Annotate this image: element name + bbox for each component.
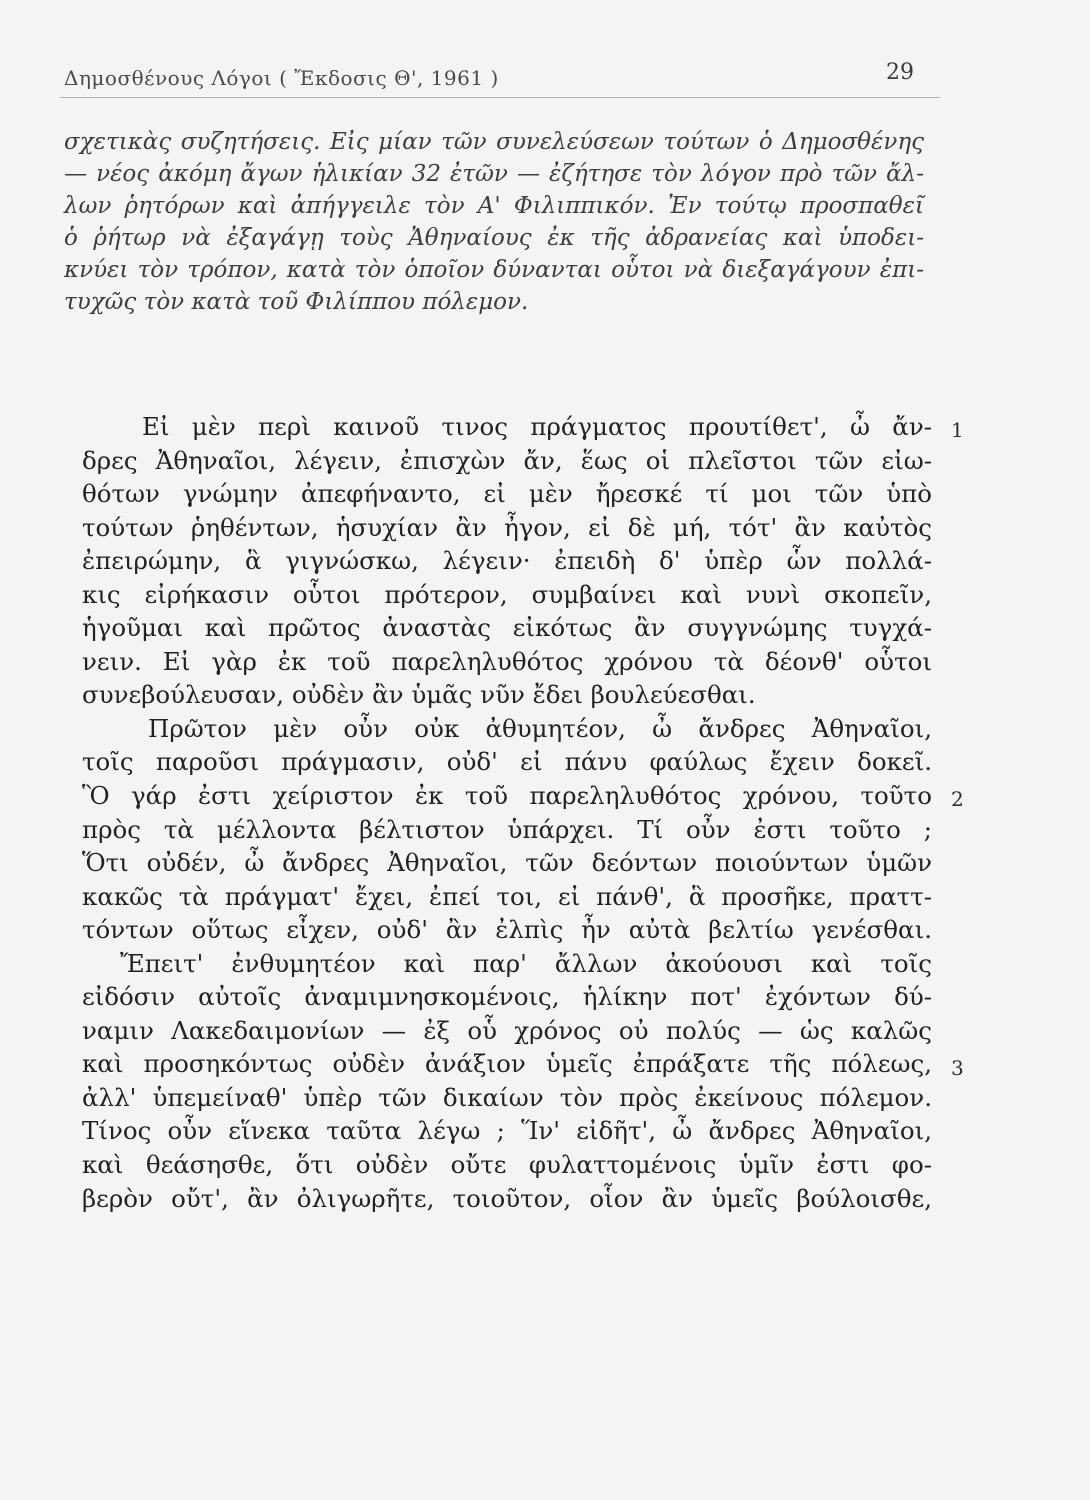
text-line: νειν. Εἰ γὰρ ἐκ τοῦ παρεληλυθότος χρόνου τὰ δέονθ' οὗτοι	[82, 646, 932, 676]
text-line: τούτων ῥηθέντων, ἡσυχίαν ἂν ἦγον, εἰ δὲ μή, τότ' ἂν καὐτὸς	[82, 512, 932, 542]
text-line: Ἔπειτ' ἐνθυμητέον καὶ παρ' ἄλλων ἀκούουσι καὶ τοῖς	[120, 948, 932, 978]
text-line: καὶ θεάσησθε, ὅτι οὐδὲν οὔτε φυλαττομένοις ὑμῖν ἐστι φο-	[82, 1150, 932, 1180]
intro-line: — νέος ἀκόμη ἄγων ἡλικίαν 32 ἐτῶν — ἐζήτησε τὸν λόγον πρὸ τῶν ἄλ-	[64, 161, 924, 187]
intro-line: λων ῥητόρων καὶ ἀπήγγειλε τὸν Α' Φιλιππικόν. Ἐν τούτῳ προσπαθεῖ	[64, 193, 924, 219]
text-line: Τίνος οὖν εἵνεκα ταῦτα λέγω ; Ἵν' εἰδῆτ', ὦ ἄνδρες Ἀθηναῖοι,	[82, 1116, 932, 1146]
speech-text	[82, 410, 932, 1215]
text-line: βερὸν οὔτ', ἂν ὀλιγωρῆτε, τοιοῦτον, οἷον ἂν ὑμεῖς βούλοισθε,	[82, 1183, 932, 1213]
page-number: 29	[886, 60, 914, 85]
section-number: 3	[951, 1056, 964, 1080]
text-line: πρὸς τὰ μέλλοντα βέλτιστον ὑπάρχει. Τί οὖν ἐστι τοῦτο ;	[82, 814, 932, 844]
intro-line: τυχῶς τὸν κατὰ τοῦ Φιλίππου πόλεμον.	[64, 289, 529, 315]
section-number: 1	[951, 418, 964, 442]
text-line: Ὃ γάρ ἐστι χείριστον ἐκ τοῦ παρεληλυθότος χρόνου, τοῦτο	[82, 781, 932, 811]
intro-line: κνύει τὸν τρόπον, κατὰ τὸν ὁποῖον δύνανται οὗτοι νὰ διεξαγάγουν ἐπι-	[64, 257, 924, 283]
intro-line: ὁ ῥήτωρ νὰ ἐξαγάγῃ τοὺς Ἀθηναίους ἐκ τῆς ἀδρανείας καὶ ὑποδει-	[64, 225, 924, 251]
running-title: Δημοσθένους Λόγοι ( Ἔκδοσις Θ', 1961 )	[64, 66, 499, 90]
header-rule	[60, 97, 940, 98]
text-line: καὶ προσηκόντως οὐδὲν ἀνάξιον ὑμεῖς ἐπράξατε τῆς πόλεως,	[82, 1049, 932, 1079]
text-line: Εἰ μὲν περὶ καινοῦ τινος πράγματος προυτίθετ', ὦ ἄν-	[142, 412, 932, 441]
introduction-paragraph	[64, 126, 924, 318]
text-line: Ὅτι οὐδέν, ὦ ἄνδρες Ἀθηναῖοι, τῶν δεόντων ποιούντων ὑμῶν	[82, 848, 932, 878]
text-line: ἀλλ' ὑπεμείναθ' ὑπὲρ τῶν δικαίων τὸν πρὸς ἐκείνους πόλεμον.	[82, 1082, 932, 1112]
text-line: τοῖς παροῦσι πράγμασιν, οὐδ' εἰ πάνυ φαύλως ἔχειν δοκεῖ.	[82, 747, 932, 777]
text-line: κακῶς τὰ πράγματ' ἔχει, ἐπεί τοι, εἰ πάνθ', ἃ προσῆκε, πραττ-	[82, 881, 932, 911]
text-line: εἰδόσιν αὐτοῖς ἀναμιμνησκομένοις, ἡλίκην ποτ' ἐχόντων δύ-	[82, 982, 932, 1012]
text-line: συνεβούλευσαν, οὐδὲν ἂν ὑμᾶς νῦν ἔδει βουλεύεσθαι.	[82, 680, 756, 710]
intro-line: σχετικὰς συζητήσεις. Εἰς μίαν τῶν συνελεύσεων τούτων ὁ Δημοσθένης	[64, 129, 924, 155]
text-line: ναμιν Λακεδαιμονίων — ἐξ οὗ χρόνος οὐ πολύς — ὡς καλῶς	[82, 1015, 932, 1045]
text-line: δρες Ἀθηναῖοι, λέγειν, ἐπισχὼν ἄν, ἕως οἱ πλεῖστοι τῶν εἰω-	[82, 445, 932, 475]
text-line: τόντων οὕτως εἶχεν, οὐδ' ἂν ἐλπὶς ἦν αὐτὰ βελτίω γενέσθαι.	[82, 915, 932, 945]
text-line: ἡγοῦμαι καὶ πρῶτος ἀναστὰς εἰκότως ἂν συγγνώμης τυγχά-	[82, 613, 932, 643]
text-line: κις εἰρήκασιν οὗτοι πρότερον, συμβαίνει καὶ νυνὶ σκοπεῖν,	[82, 579, 932, 609]
text-line: ἐπειρώμην, ἃ γιγνώσκω, λέγειν· ἐπειδὴ δ' ὑπὲρ ὧν πολλά-	[82, 546, 932, 576]
text-line: Πρῶτον μὲν οὖν οὐκ ἀθυμητέον, ὦ ἄνδρες Ἀθηναῖοι,	[148, 713, 932, 743]
section-number: 2	[951, 787, 964, 811]
text-line: θότων γνώμην ἀπεφήναντο, εἰ μὲν ἤρεσκέ τί μοι τῶν ὑπὸ	[82, 479, 932, 509]
